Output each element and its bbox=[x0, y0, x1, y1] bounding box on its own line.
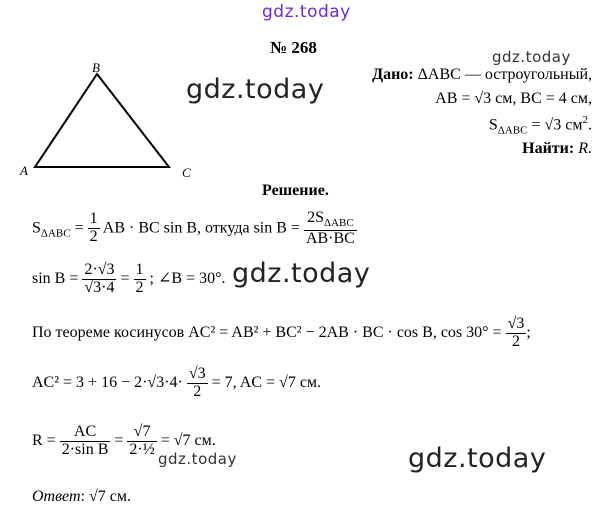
l4-frac-den: 2 bbox=[193, 382, 202, 400]
l4-fraction bbox=[187, 366, 208, 401]
l5-eq: = bbox=[114, 431, 124, 449]
l1-sub: ΔABC bbox=[40, 227, 71, 240]
watermark-inline-small: gdz.today bbox=[158, 450, 237, 468]
l4-pre: AC² = 3 + 16 − 2·√3·4· bbox=[32, 373, 183, 391]
watermark-header-right: gdz.today bbox=[492, 48, 571, 66]
l2-frac-num: 2·√3 bbox=[84, 261, 115, 278]
l5-frac-den: 2·sin B bbox=[61, 440, 109, 458]
l5-fraction bbox=[60, 424, 111, 459]
solution-line-4 bbox=[32, 366, 321, 401]
l1-frac2-den: AB·BC bbox=[305, 229, 355, 247]
watermark-big-2: gdz.today bbox=[232, 258, 371, 289]
l2-frac-den: √3·4 bbox=[84, 278, 115, 296]
watermark-big-3: gdz.today bbox=[408, 443, 547, 474]
l3-frac-num: √3 bbox=[507, 315, 525, 332]
l2-pre: sin B = bbox=[32, 269, 79, 287]
given-area-eq: = √3 см bbox=[531, 116, 583, 134]
l1-frac-num: 1 bbox=[89, 210, 98, 228]
l2-fraction bbox=[82, 262, 116, 297]
solution-line-1 bbox=[32, 210, 357, 248]
l1-frac2-num-sub: ΔABC bbox=[323, 217, 354, 230]
given-triangle-text: ΔABC — остроугольный, bbox=[417, 66, 592, 83]
l2-frac2-den: 2 bbox=[135, 278, 144, 296]
l1-s: S bbox=[32, 219, 41, 237]
l1-frac2-num-wrap bbox=[304, 210, 357, 231]
l3-formula: AC² = AB² + BC² − 2AB · BC · cos B, cos 30° = bbox=[188, 323, 502, 341]
watermark-big-1: gdz.today bbox=[186, 74, 325, 105]
l1-frac2-num: 2S bbox=[307, 209, 324, 226]
given-area-end: . bbox=[588, 116, 592, 134]
triangle-abc bbox=[35, 74, 169, 167]
l2-fraction-2 bbox=[134, 262, 146, 297]
given-area-sub: ΔABC bbox=[497, 124, 528, 137]
watermark-top: gdz.today bbox=[262, 2, 351, 22]
l1-fraction bbox=[88, 211, 100, 246]
given-line-3 bbox=[489, 114, 592, 137]
answer-label: Ответ bbox=[32, 488, 81, 505]
answer-value: : √7 см. bbox=[80, 488, 131, 505]
l2-eq: = bbox=[120, 269, 130, 287]
solution-heading: Решение. bbox=[262, 182, 329, 199]
l3-frac-den: 2 bbox=[511, 332, 520, 350]
given-find bbox=[522, 140, 592, 158]
given-line-1 bbox=[372, 66, 592, 84]
given-label: Дано: bbox=[372, 66, 414, 83]
l1-fraction-2 bbox=[304, 210, 357, 248]
l5-fraction-2 bbox=[127, 424, 156, 459]
find-label: Найти: bbox=[522, 140, 575, 157]
solution-line-2 bbox=[32, 262, 225, 297]
solution-line-3 bbox=[32, 316, 531, 351]
answer-line bbox=[32, 488, 131, 506]
l5-frac2-den: 2·½ bbox=[129, 440, 155, 458]
triangle-figure bbox=[15, 55, 205, 185]
l4-post: = 7, AC = √7 см. bbox=[211, 373, 322, 391]
find-value: R. bbox=[578, 140, 592, 157]
l5-post: = √7 см. bbox=[160, 431, 216, 449]
l2-post: ; ∠B = 30°. bbox=[149, 269, 226, 287]
l3-pre: По теореме косинусов bbox=[32, 323, 185, 341]
vertex-a-label: A bbox=[20, 163, 28, 178]
vertex-b-label: B bbox=[92, 60, 100, 75]
l5-frac2-num: √7 bbox=[127, 424, 156, 442]
l4-frac-num: √3 bbox=[188, 365, 206, 382]
given-area-symbol: S bbox=[488, 116, 498, 134]
l3-end: ; bbox=[526, 323, 531, 341]
l3-fraction bbox=[506, 316, 527, 351]
problem-number: № 268 bbox=[270, 38, 317, 57]
given-line-2: AB = √3 см, BC = 4 см, bbox=[435, 90, 592, 107]
l5-frac-num: AC bbox=[60, 424, 111, 442]
given-area-sup: 2 bbox=[582, 114, 588, 126]
l1-eq: = bbox=[74, 219, 84, 237]
l1-frac-den: 2 bbox=[89, 228, 98, 246]
l5-pre: R = bbox=[32, 431, 56, 449]
l2-frac2-num: 1 bbox=[135, 261, 144, 278]
vertex-c-label: C bbox=[182, 165, 191, 180]
l1-mid: AB · BC sin B, откуда sin B = bbox=[102, 219, 300, 237]
